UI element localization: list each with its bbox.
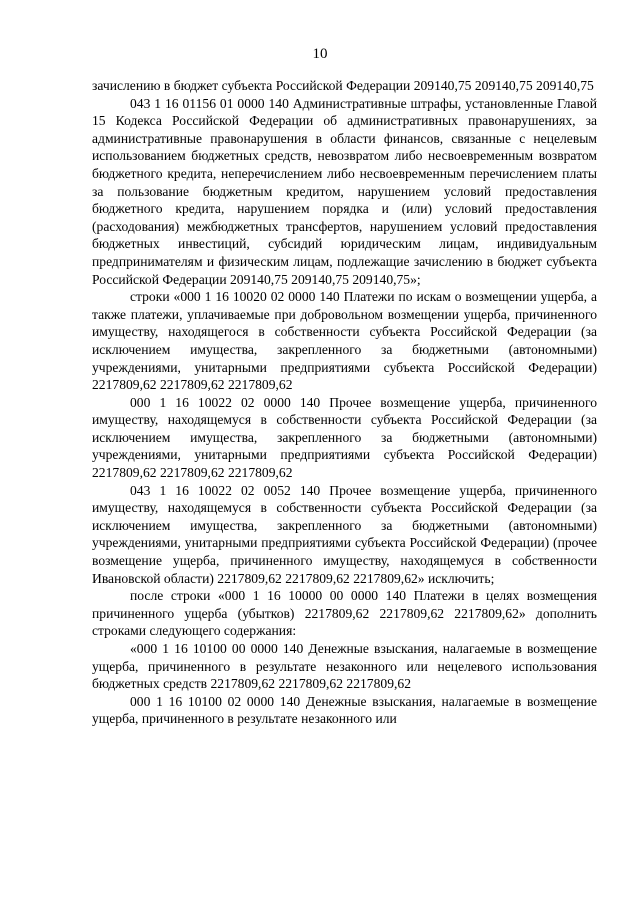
paragraph-admin-fines: 043 1 16 01156 01 0000 140 Административные штрафы, установленные Главой 15 Кодекса Российской Федерации об административных правонарушениях, за административные правонарушения в области финансов, связанные с нецелевым использованием бюджетных средств, невозвратом либо несвоевременным возвратом бюджетного кредита, неперечислением либо несвоевременным перечислением платы за пользование бюджетным кредитом, нарушением условий предоставления бюджетного кредита, нарушением порядка и (или) условий предоставления (расходования) межбюджетных трансфертов, нарушением условий предоставления бюджетных инвестиций, субсидий юридическим лицам, индивидуальным предпринимателям и физическим лицам, подлежащие зачислению в бюджет субъекта Российской Федерации 209140,75 209140,75 209140,75»; bbox=[92, 95, 597, 287]
paragraph-monetary-penalties-00: «000 1 16 10100 00 0000 140 Денежные взыскания, налагаемые в возмещение ущерба, причиненного в результате незаконного или нецелевого использования бюджетных средств 2217809,62 2217809,62 2217809,62 bbox=[92, 641, 597, 692]
page-number: 10 bbox=[312, 46, 328, 62]
paragraph-other-damage-043: 043 1 16 10022 02 0052 140 Прочее возмещение ущерба, причиненного имуществу, находящемуся в собственности субъекта Российской Федерации (за исключением имущества, закрепленного за бюджетными (автономными) учреждениями, унитарными предприятиями субъекта Российской Федерации) (прочее возмещение ущерба, причиненного имуществу, находящемуся в собственности Ивановской области) 2217809,62 2217809,62 2217809,62» исключить; bbox=[92, 482, 597, 586]
paragraph-lawsuit-payments: строки «000 1 16 10020 02 0000 140 Платежи по искам о возмещении ущерба, а также платежи, уплачиваемые при добровольном возмещении ущерба, причиненного имуществу, находящегося в собственности субъекта Российской Федерации (за исключением имущества, закрепленного за бюджетными (автономными) учреждениями, унитарными предприятиями субъекта Российской Федерации) 2217809,62 2217809,62 2217809,62 bbox=[92, 289, 597, 393]
paragraph-after-line: после строки «000 1 16 10000 00 0000 140 Платежи в целях возмещения причиненного ущерба (убытков) 2217809,62 2217809,62 2217809,62» дополнить строками следующего содержания: bbox=[92, 588, 597, 639]
paragraph-monetary-penalties-02: 000 1 16 10100 02 0000 140 Денежные взыскания, налагаемые в возмещение ущерба, причиненного в результате незаконного или bbox=[92, 693, 597, 727]
document-body bbox=[92, 77, 597, 728]
paragraph-other-damage-000: 000 1 16 10022 02 0000 140 Прочее возмещение ущерба, причиненного имуществу, находящемуся в собственности субъекта Российской Федерации (за исключением имущества, закрепленного за бюджетными (автономными) учреждениями, унитарными предприятиями субъекта Российской Федерации) 2217809,62 2217809,62 2217809,62 bbox=[92, 394, 597, 481]
paragraph-continuation: зачислению в бюджет субъекта Российской Федерации 209140,75 209140,75 209140,75 bbox=[92, 78, 594, 93]
